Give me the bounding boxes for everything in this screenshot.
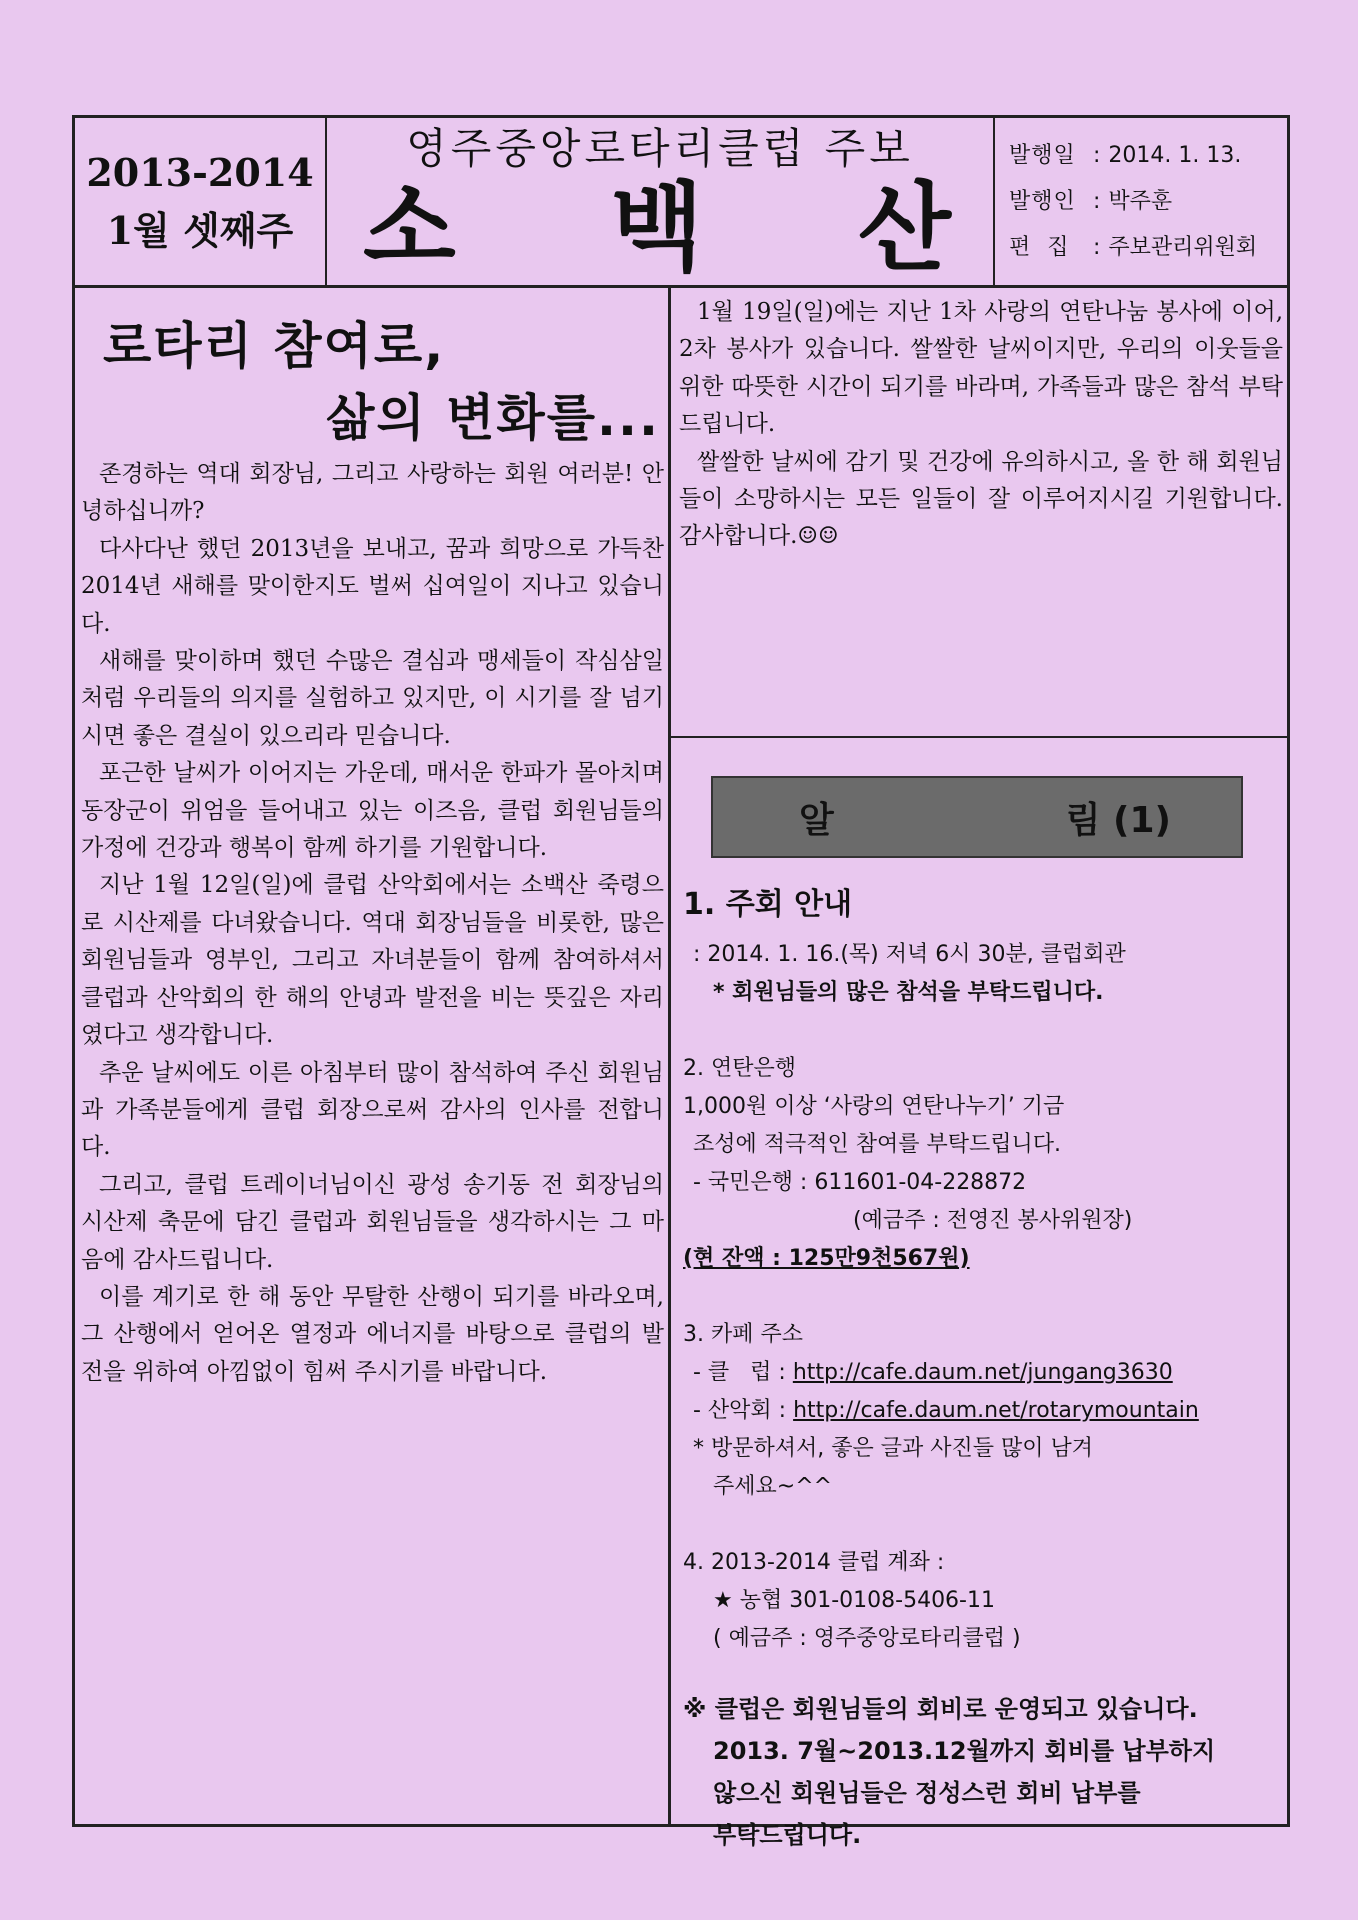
- title-box: [327, 118, 995, 285]
- bank-balance: (현 잔액 : 125만9천567원): [683, 1246, 970, 1271]
- paragraph: 쌀쌀한 날씨에 감기 및 건강에 유의하시고, 올 한 해 회원님들이 소망하시는 모든 일들이 잘 이루어지시길 기원합니다. 감사합니다.☺☺: [679, 448, 1283, 550]
- banner-text-left: 알: [799, 799, 834, 841]
- paragraph: 이를 계기로 한 해 동안 무탈한 산행이 되기를 바라오며, 그 산행에서 얻어온 열정과 에너지를 바탕으로 클럽의 발전을 위하여 아낌없이 힘써 주시기를 바랍니다.: [81, 1283, 664, 1385]
- newsletter-name: [327, 172, 993, 284]
- paragraph: 그리고, 클럽 트레이너님이신 광성 송기동 전 회장님의 시산제 축문에 담긴 클럽과 회원님들을 생각하시는 그 마음에 감사드립니다.: [81, 1171, 664, 1273]
- cafe-title: 3. 카페 주소: [683, 1322, 803, 1347]
- final-notice-2: 2013. 7월~2013.12월까지 회비를 납부하지: [713, 1737, 1216, 1765]
- bank-title: 2. 연탄은행: [683, 1056, 796, 1081]
- meeting-request: * 회원님들의 많은 참석을 부탁드립니다.: [713, 980, 1104, 1005]
- issue-year: 2013-2014: [86, 149, 314, 195]
- right-column: [671, 288, 1287, 1849]
- paragraph: 1월 19일(일)에는 지난 1차 사랑의 연탄나눔 봉사에 이어, 2차 봉사가 있습니다. 쌀쌀한 날씨이지만, 우리의 이웃들을 위한 따뜻한 시간이 되기를 바라며, 가족들과 많은 참석 부탁드립니다.: [679, 299, 1283, 438]
- issue-box: [75, 118, 327, 285]
- paragraph: 새해를 맞이하며 했던 수많은 결심과 맹세들이 작심삼일처럼 우리들의 의지를 실험하고 있지만, 이 시기를 잘 넘기시면 좋은 결실이 있으리라 믿습니다.: [81, 648, 664, 749]
- newsletter-frame: [72, 115, 1290, 1849]
- headline-line-2: 삶의 변화를...: [326, 389, 660, 447]
- cafe-note-1: * 방문하셔서, 좋은 글과 사진들 많이 남겨: [693, 1436, 1093, 1461]
- masthead: [75, 118, 1287, 288]
- article-column: [75, 288, 671, 1827]
- article-body: [81, 456, 664, 1391]
- notice-list: [683, 880, 1283, 1856]
- account-holder: ( 예금주 : 영주중앙로타리클럽 ): [713, 1626, 1021, 1651]
- cafe-mountain: - 산악회 : http://cafe.daum.net/rotarymountain: [693, 1398, 1199, 1423]
- article-headline: [81, 310, 664, 454]
- name-char-2: 백: [610, 172, 710, 284]
- final-notice-1: ※ 클럽은 회원님들의 회비로 운영되고 있습니다.: [683, 1695, 1198, 1723]
- article-continuation: [671, 288, 1287, 738]
- bank-line-1: 1,000원 이상 ‘사랑의 연탄나누기’ 기금: [683, 1094, 1065, 1119]
- account-number: ★ 농협 301-0108-5406-11: [713, 1588, 995, 1613]
- name-char-3: 산: [858, 172, 957, 284]
- notice-banner: [711, 776, 1243, 858]
- bank-line-2: 조성에 적극적인 참여를 부탁드립니다.: [693, 1132, 1062, 1157]
- paragraph: 지난 1월 12일(일)에 클럽 산악회에서는 소백산 죽령으로 시산제를 다녀왔습니다. 역대 회장님들을 비롯한, 많은 회원님들과 영부인, 그리고 자녀분들이 함께 참여하셔서 클럽과 산악회의 한 해의 안녕과 발전을 비는 뜻깊은 자리였다고 생각합니다.: [81, 872, 664, 1049]
- meta-date: 발행일 : 2014. 1. 13.: [1009, 142, 1242, 168]
- paragraph: 포근한 날씨가 이어지는 가운데, 매서운 한파가 몰아치며 동장군이 위엄을 들어내고 있는 이즈음, 클럽 회원님들의 가정에 건강과 행복이 함께 하기를 기원합니다.: [81, 760, 664, 862]
- cafe-club-link[interactable]: http://cafe.daum.net/jungang3630: [792, 1360, 1173, 1385]
- cafe-mountain-link[interactable]: http://cafe.daum.net/rotarymountain: [793, 1398, 1199, 1423]
- bank-account: - 국민은행 : 611601-04-228872: [693, 1170, 1027, 1195]
- final-notice-3: 않으신 회원님들은 정성스런 회비 납부를: [713, 1779, 1141, 1807]
- meeting-time: : 2014. 1. 16.(목) 저녁 6시 30분, 클럽회관: [693, 942, 1126, 967]
- meta-publisher: 발행인 : 박주훈: [1009, 188, 1173, 214]
- cafe-club: - 클 럽 : http://cafe.daum.net/jungang3630: [693, 1360, 1173, 1385]
- headline-line-1: 로타리 참여로,: [103, 317, 446, 375]
- meeting-title: 1. 주회 안내: [683, 887, 853, 922]
- final-notice-4: 부탁드립니다.: [713, 1821, 862, 1849]
- bank-holder: (예금주 : 전영진 봉사위원장): [853, 1208, 1133, 1233]
- publication-meta: [995, 118, 1287, 285]
- paragraph: 존경하는 역대 회장님, 그리고 사랑하는 회원 여러분! 안녕하십니까?: [81, 461, 664, 525]
- banner-text-right: 림 (1): [1065, 799, 1171, 841]
- account-title: 4. 2013-2014 클럽 계좌 :: [683, 1550, 945, 1575]
- name-char-1: 소: [363, 172, 462, 284]
- paragraph: 다사다난 했던 2013년을 보내고, 꿈과 희망으로 가득찬 2014년 새해를 맞이한지도 벌써 십여일이 지나고 있습니다.: [81, 535, 664, 637]
- cafe-note-2: 주세요~^^: [713, 1474, 833, 1499]
- paragraph: 추운 날씨에도 이른 아침부터 많이 참석하여 주신 회원님과 가족분들에게 클럽 회장으로써 감사의 인사를 전합니다.: [81, 1059, 664, 1161]
- meta-editor: 편 집 : 주보관리위원회: [1009, 234, 1258, 260]
- newsletter-subtitle: 영주중앙로타리클럽 주보: [406, 124, 914, 173]
- issue-week: 1월 셋째주: [106, 207, 294, 253]
